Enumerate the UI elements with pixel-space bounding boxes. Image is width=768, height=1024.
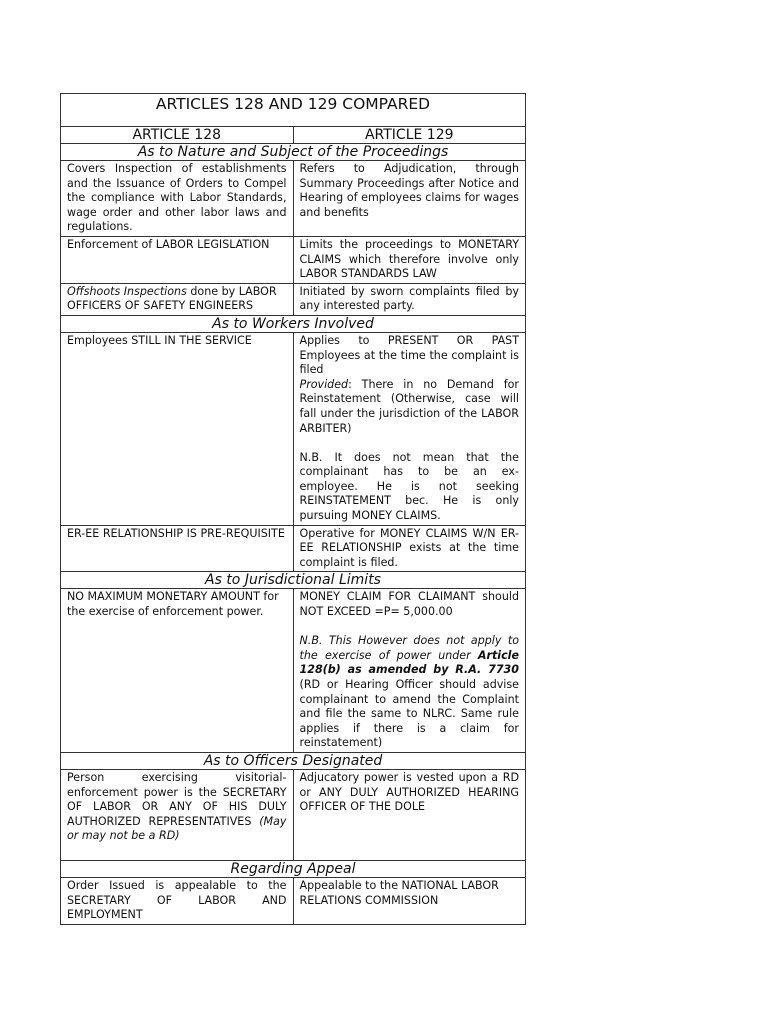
table-row bbox=[61, 877, 526, 924]
document-title: ARTICLES 128 AND 129 COMPARED bbox=[61, 94, 526, 127]
table-row bbox=[61, 283, 526, 315]
inspections-rest-text: done by LABOR OFFICERS OF SAFETY ENGINEERS bbox=[67, 284, 277, 313]
officers-italic-note: (May or may not be a RD) bbox=[67, 814, 287, 843]
column-header-article-129: ARTICLE 129 bbox=[293, 127, 526, 144]
section-row bbox=[61, 572, 526, 589]
table-row bbox=[61, 236, 526, 283]
column-header-row bbox=[61, 127, 526, 144]
section-title-workers: As to Workers Involved bbox=[61, 315, 526, 332]
jurisdiction-nb-text: N.B. This However does not apply to the exercise of power under bbox=[299, 634, 519, 662]
cell-appeal-128-1: Order Issued is appealable to the SECRETARY OF LABOR AND EMPLOYMENT bbox=[61, 877, 294, 924]
table-row bbox=[61, 769, 526, 860]
cell-nature-128-2: Enforcement of LABOR LEGISLATION bbox=[61, 236, 294, 283]
title-row bbox=[61, 94, 526, 127]
cell-officers-129-1: Adjucatory power is vested upon a RD or ANY DULY AUTHORIZED HEARING OFFICER OF THE DOLE bbox=[293, 769, 526, 860]
workers-provided-text: : There in no Demand for Reinstatement (Otherwise, case will fall under the jurisdiction of the LABOR ARBITER) bbox=[299, 377, 519, 435]
cell-officers-128-1 bbox=[61, 769, 294, 860]
article-reference-bold-text: Article 128(b) as amended by R.A. 7730 bbox=[299, 648, 519, 677]
section-title-officers: As to Officers Designated bbox=[61, 752, 526, 769]
jurisdiction-rest-text: (RD or Hearing Officer should advise complainant to amend the Complaint and file the same to NLRC. Same rule applies if there is a claim for reinstatement) bbox=[299, 678, 519, 750]
section-row bbox=[61, 860, 526, 877]
section-title-nature: As to Nature and Subject of the Proceedings bbox=[61, 144, 526, 161]
cell-appeal-129-1: Appealable to the NATIONAL LABOR RELATIONS COMMISSION bbox=[293, 877, 526, 924]
cell-nature-128-3 bbox=[61, 283, 294, 315]
section-row bbox=[61, 752, 526, 769]
cell-workers-128-1: Employees STILL IN THE SERVICE bbox=[61, 332, 294, 525]
cell-nature-129-1: Refers to Adjudication, through Summary Proceedings after Notice and Hearing of employees claims for wages and benefits bbox=[293, 161, 526, 237]
table-row bbox=[61, 161, 526, 237]
workers-applies-text: Applies to PRESENT OR PAST Employees at the time the complaint is filed bbox=[299, 333, 519, 377]
cell-nature-128-1: Covers Inspection of establishments and the Issuance of Orders to Compel the compliance with Labor Standards, wage order and other labor laws and regulations. bbox=[61, 161, 294, 237]
column-header-article-128: ARTICLE 128 bbox=[61, 127, 294, 144]
cell-workers-129-2: Operative for MONEY CLAIMS W/N ER-EE RELATIONSHIP exists at the time complaint is filed. bbox=[293, 525, 526, 572]
officers-person-text: Person exercising visitorial-enforcement power is the SECRETARY OF LABOR OR ANY OF HIS DULY AUTHORIZED REPRESENTATIVES bbox=[67, 770, 287, 828]
inspections-italic-text: Offshoots Inspections bbox=[67, 284, 187, 298]
comparison-table bbox=[60, 93, 526, 925]
table-row bbox=[61, 589, 526, 753]
cell-workers-128-2: ER-EE RELATIONSHIP IS PRE-REQUISITE bbox=[61, 525, 294, 572]
cell-workers-129-1 bbox=[293, 332, 526, 525]
provided-italic-text: Provided bbox=[299, 377, 349, 391]
section-row bbox=[61, 315, 526, 332]
section-title-appeal: Regarding Appeal bbox=[61, 860, 526, 877]
cell-jurisdiction-128-1: NO MAXIMUM MONETARY AMOUNT for the exercise of enforcement power. bbox=[61, 589, 294, 753]
cell-nature-129-3: Initiated by sworn complaints filed by any interested party. bbox=[293, 283, 526, 315]
cell-nature-129-2: Limits the proceedings to MONETARY CLAIMS which therefore involve only LABOR STANDARDS LAW bbox=[293, 236, 526, 283]
money-claim-text: MONEY CLAIM FOR CLAIMANT should NOT EXCEED =P= 5,000.00 bbox=[299, 590, 519, 619]
section-title-jurisdiction: As to Jurisdictional Limits bbox=[61, 572, 526, 589]
section-row bbox=[61, 144, 526, 161]
table-row bbox=[61, 332, 526, 525]
table-row bbox=[61, 525, 526, 572]
workers-nb-text: N.B. It does not mean that the complainant has to be an ex-employee. He is not seeking REINSTATEMENT bec. He is only pursuing MONEY CLAIMS. bbox=[299, 450, 519, 523]
cell-jurisdiction-129-1 bbox=[293, 589, 526, 753]
